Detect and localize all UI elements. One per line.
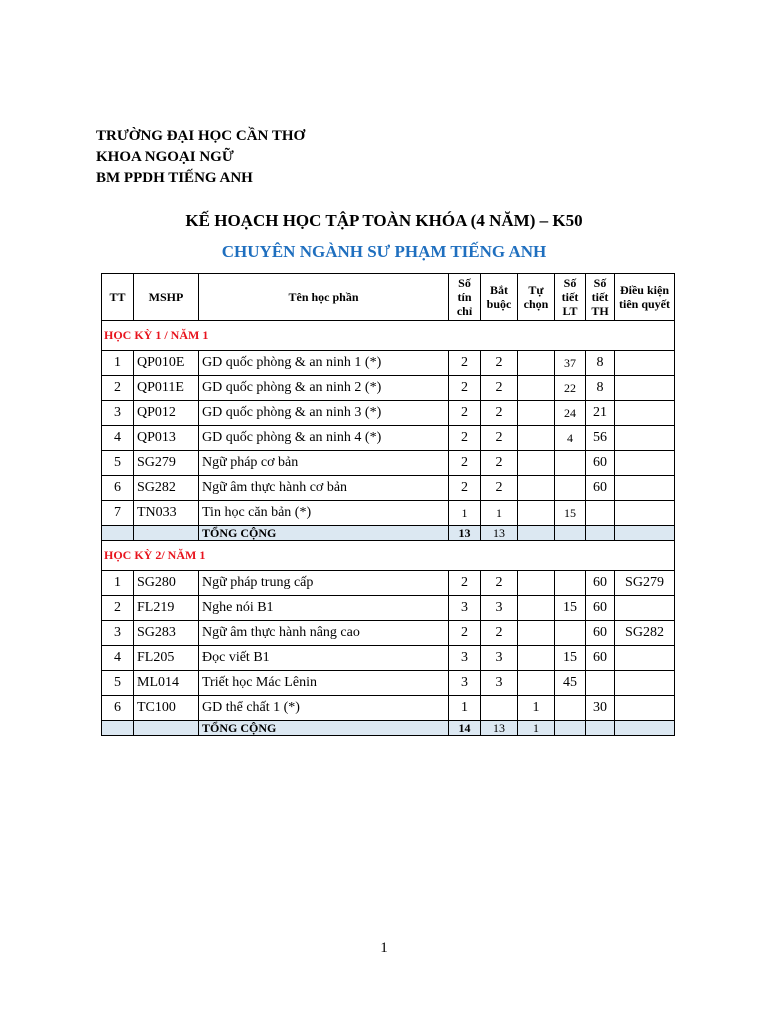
cell-elective [518, 426, 555, 451]
cell-prereq [615, 351, 675, 376]
cell-mshp: SG283 [134, 621, 199, 646]
col-header-elective: Tự chọn [518, 274, 555, 321]
cell-th: 60 [586, 571, 615, 596]
cell-lt: 24 [555, 401, 586, 426]
cell-mshp: SG282 [134, 476, 199, 501]
cell-lt: 4 [555, 426, 586, 451]
cell-tt: 5 [102, 671, 134, 696]
table-row [102, 426, 675, 451]
total-credits: 14 [449, 721, 481, 736]
cell-required: 2 [481, 476, 518, 501]
cell-th [586, 671, 615, 696]
cell-elective [518, 646, 555, 671]
cell-credits: 2 [449, 351, 481, 376]
total-row [102, 526, 675, 541]
cell-empty [615, 526, 675, 541]
col-header-required: Bắt buộc [481, 274, 518, 321]
table-row [102, 451, 675, 476]
cell-mshp: TC100 [134, 696, 199, 721]
table-row [102, 351, 675, 376]
cell-th: 60 [586, 596, 615, 621]
cell-prereq: SG282 [615, 621, 675, 646]
cell-th: 8 [586, 376, 615, 401]
cell-prereq [615, 646, 675, 671]
cell-required: 2 [481, 376, 518, 401]
department-name: BM PPDH TIẾNG ANH [96, 170, 253, 186]
cell-th: 56 [586, 426, 615, 451]
cell-lt [555, 476, 586, 501]
cell-empty [586, 721, 615, 736]
cell-tt: 7 [102, 501, 134, 526]
cell-credits: 2 [449, 621, 481, 646]
total-required: 13 [481, 721, 518, 736]
cell-empty [134, 526, 199, 541]
cell-th: 30 [586, 696, 615, 721]
table-row [102, 596, 675, 621]
col-header-mshp: MSHP [134, 274, 199, 321]
cell-tt: 1 [102, 351, 134, 376]
cell-th: 60 [586, 646, 615, 671]
table-body [102, 321, 675, 736]
col-header-lt: Số tiết LT [555, 274, 586, 321]
study-plan-table [101, 273, 675, 736]
cell-required: 3 [481, 596, 518, 621]
cell-required: 1 [481, 501, 518, 526]
cell-course-name: Triết học Mác Lênin [199, 671, 449, 696]
cell-elective [518, 476, 555, 501]
total-elective [518, 526, 555, 541]
cell-prereq [615, 376, 675, 401]
cell-lt: 45 [555, 671, 586, 696]
cell-th: 60 [586, 621, 615, 646]
cell-required: 2 [481, 351, 518, 376]
cell-tt: 6 [102, 696, 134, 721]
cell-required: 2 [481, 451, 518, 476]
cell-required: 2 [481, 401, 518, 426]
cell-elective [518, 451, 555, 476]
cell-mshp: SG280 [134, 571, 199, 596]
cell-required: 2 [481, 621, 518, 646]
cell-mshp: QP010E [134, 351, 199, 376]
cell-prereq [615, 696, 675, 721]
cell-lt [555, 451, 586, 476]
cell-elective [518, 671, 555, 696]
cell-empty [102, 526, 134, 541]
table-row [102, 401, 675, 426]
cell-mshp: FL205 [134, 646, 199, 671]
table-row [102, 621, 675, 646]
document-subtitle: CHUYÊN NGÀNH SƯ PHẠM TIẾNG ANH [221, 242, 547, 261]
cell-lt [555, 696, 586, 721]
cell-empty [134, 721, 199, 736]
cell-lt: 22 [555, 376, 586, 401]
total-credits: 13 [449, 526, 481, 541]
semester-label-row [102, 321, 675, 351]
cell-course-name: Ngữ pháp trung cấp [199, 571, 449, 596]
cell-elective [518, 596, 555, 621]
cell-required: 3 [481, 671, 518, 696]
cell-tt: 4 [102, 646, 134, 671]
cell-course-name: GD thể chất 1 (*) [199, 696, 449, 721]
cell-tt: 2 [102, 376, 134, 401]
cell-tt: 1 [102, 571, 134, 596]
cell-lt: 37 [555, 351, 586, 376]
cell-course-name: GD quốc phòng & an ninh 4 (*) [199, 426, 449, 451]
cell-elective [518, 571, 555, 596]
cell-credits: 2 [449, 571, 481, 596]
semester-label: HỌC KỲ 2/ NĂM 1 [102, 541, 675, 571]
cell-th: 21 [586, 401, 615, 426]
cell-th: 60 [586, 451, 615, 476]
document-title: KẾ HOẠCH HỌC TẬP TOÀN KHÓA (4 NĂM) – K50 [185, 211, 583, 230]
table-header-row [102, 274, 675, 321]
total-label: TỔNG CỘNG [199, 526, 449, 541]
cell-required: 2 [481, 571, 518, 596]
cell-credits: 2 [449, 476, 481, 501]
cell-tt: 3 [102, 401, 134, 426]
cell-course-name: Ngữ pháp cơ bản [199, 451, 449, 476]
table-row [102, 476, 675, 501]
semester-label-row [102, 541, 675, 571]
cell-course-name: Tin học căn bản (*) [199, 501, 449, 526]
document-header [96, 126, 305, 189]
cell-prereq [615, 596, 675, 621]
cell-lt: 15 [555, 501, 586, 526]
faculty-name: KHOA NGOẠI NGỮ [96, 149, 234, 165]
table-row [102, 376, 675, 401]
col-header-name: Tên học phần [199, 274, 449, 321]
cell-lt: 15 [555, 646, 586, 671]
cell-credits: 1 [449, 501, 481, 526]
total-elective: 1 [518, 721, 555, 736]
cell-empty [615, 721, 675, 736]
total-label: TỔNG CỘNG [199, 721, 449, 736]
cell-empty [586, 526, 615, 541]
cell-mshp: TN033 [134, 501, 199, 526]
cell-course-name: Nghe nói B1 [199, 596, 449, 621]
cell-lt: 15 [555, 596, 586, 621]
cell-mshp: FL219 [134, 596, 199, 621]
cell-th: 60 [586, 476, 615, 501]
table-row [102, 671, 675, 696]
cell-elective [518, 621, 555, 646]
col-header-prereq: Điều kiện tiên quyết [615, 274, 675, 321]
cell-tt: 5 [102, 451, 134, 476]
cell-elective [518, 376, 555, 401]
cell-empty [555, 721, 586, 736]
cell-th [586, 501, 615, 526]
cell-credits: 1 [449, 696, 481, 721]
cell-tt: 4 [102, 426, 134, 451]
cell-th: 8 [586, 351, 615, 376]
cell-mshp: ML014 [134, 671, 199, 696]
cell-elective: 1 [518, 696, 555, 721]
cell-mshp: QP011E [134, 376, 199, 401]
cell-prereq [615, 426, 675, 451]
cell-tt: 6 [102, 476, 134, 501]
cell-mshp: QP013 [134, 426, 199, 451]
semester-label: HỌC KỲ 1 / NĂM 1 [102, 321, 675, 351]
cell-lt [555, 621, 586, 646]
col-header-credits: Số tín chỉ [449, 274, 481, 321]
col-header-tt: TT [102, 274, 134, 321]
total-row [102, 721, 675, 736]
table-row [102, 571, 675, 596]
cell-course-name: GD quốc phòng & an ninh 1 (*) [199, 351, 449, 376]
cell-credits: 3 [449, 646, 481, 671]
cell-required [481, 696, 518, 721]
cell-empty [555, 526, 586, 541]
cell-prereq [615, 501, 675, 526]
cell-prereq [615, 401, 675, 426]
cell-prereq [615, 451, 675, 476]
page-number: 1 [380, 940, 388, 956]
col-header-th: Số tiết TH [586, 274, 615, 321]
cell-elective [518, 401, 555, 426]
table-row [102, 696, 675, 721]
cell-elective [518, 351, 555, 376]
table-row [102, 646, 675, 671]
cell-required: 3 [481, 646, 518, 671]
cell-credits: 2 [449, 451, 481, 476]
cell-credits: 2 [449, 426, 481, 451]
university-name: TRƯỜNG ĐẠI HỌC CẦN THƠ [96, 128, 306, 144]
cell-course-name: Ngữ âm thực hành cơ bản [199, 476, 449, 501]
cell-prereq [615, 476, 675, 501]
cell-required: 2 [481, 426, 518, 451]
cell-empty [102, 721, 134, 736]
cell-prereq [615, 671, 675, 696]
cell-mshp: QP012 [134, 401, 199, 426]
cell-tt: 3 [102, 621, 134, 646]
cell-credits: 2 [449, 376, 481, 401]
cell-course-name: Ngữ âm thực hành nâng cao [199, 621, 449, 646]
cell-lt [555, 571, 586, 596]
table-row [102, 501, 675, 526]
cell-prereq: SG279 [615, 571, 675, 596]
cell-course-name: GD quốc phòng & an ninh 3 (*) [199, 401, 449, 426]
cell-credits: 3 [449, 671, 481, 696]
cell-credits: 2 [449, 401, 481, 426]
cell-credits: 3 [449, 596, 481, 621]
cell-course-name: Đọc viết B1 [199, 646, 449, 671]
cell-mshp: SG279 [134, 451, 199, 476]
cell-elective [518, 501, 555, 526]
cell-tt: 2 [102, 596, 134, 621]
total-required: 13 [481, 526, 518, 541]
cell-course-name: GD quốc phòng & an ninh 2 (*) [199, 376, 449, 401]
